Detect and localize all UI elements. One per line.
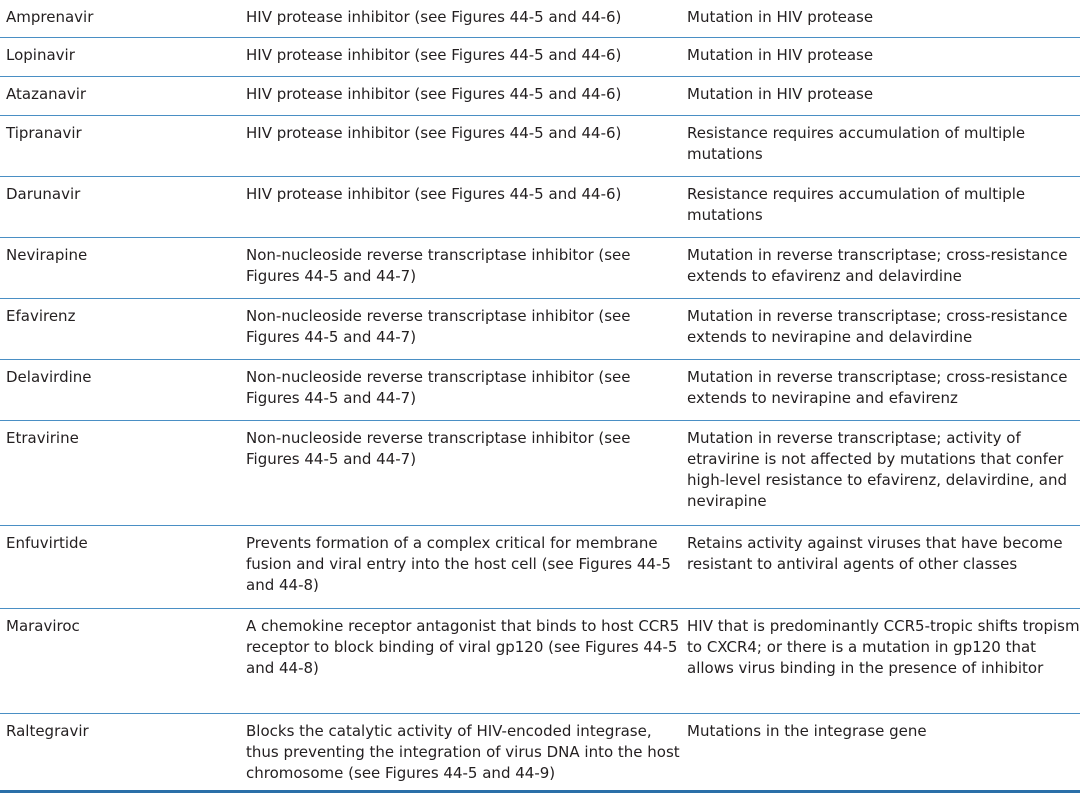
- drug-name: Delavirdine: [6, 368, 92, 386]
- resistance-text: Mutation in reverse transcriptase; cross-resistance extends to efavirenz and delavirdine: [687, 246, 1068, 285]
- mechanism-text: HIV protease inhibitor (see Figures 44-5 and 44-6): [246, 124, 622, 142]
- drug-name: Atazanavir: [6, 85, 87, 103]
- drug-name: Enfuvirtide: [6, 534, 88, 552]
- resistance-text: Mutation in HIV protease: [687, 46, 874, 64]
- table-row: [0, 38, 1080, 77]
- table-row: [0, 360, 1080, 421]
- mechanism-text: HIV protease inhibitor (see Figures 44-5 and 44-6): [246, 185, 622, 203]
- table-row: [0, 609, 1080, 714]
- mechanism-text: HIV protease inhibitor (see Figures 44-5 and 44-6): [246, 85, 622, 103]
- resistance-text: Mutation in HIV protease: [687, 85, 874, 103]
- table-row: [0, 526, 1080, 609]
- drug-name: Efavirenz: [6, 307, 76, 325]
- table-row: [0, 0, 1080, 38]
- drug-name: Etravirine: [6, 429, 79, 447]
- mechanism-text: Non-nucleoside reverse transcriptase inhibitor (see Figures 44-5 and 44-7): [246, 429, 631, 468]
- resistance-text: Retains activity against viruses that have become resistant to antiviral agents of other classes: [687, 534, 1063, 573]
- mechanism-text: HIV protease inhibitor (see Figures 44-5 and 44-6): [246, 46, 622, 64]
- drug-name: Nevirapine: [6, 246, 88, 264]
- mechanism-text: Non-nucleoside reverse transcriptase inhibitor (see Figures 44-5 and 44-7): [246, 246, 631, 285]
- resistance-text: Mutation in reverse transcriptase; activity of etravirine is not affected by mutations that confer high-level resistance to efavirenz, delavirdine, and nevirapine: [687, 429, 1068, 510]
- mechanism-text: Non-nucleoside reverse transcriptase inhibitor (see Figures 44-5 and 44-7): [246, 368, 631, 407]
- resistance-text: Mutations in the integrase gene: [687, 722, 927, 740]
- mechanism-text: HIV protease inhibitor (see Figures 44-5 and 44-6): [246, 8, 622, 26]
- drug-name: Darunavir: [6, 185, 81, 203]
- drug-name: Lopinavir: [6, 46, 75, 64]
- mechanism-text: Blocks the catalytic activity of HIV-encoded integrase, thus preventing the integration of virus DNA into the host chromosome (see Figures 44-5 and 44-9): [246, 722, 680, 782]
- resistance-text: HIV that is predominantly CCR5-tropic shifts tropism to CXCR4; or there is a mutation in gp120 that allows virus binding in the presence of inhibitor: [687, 617, 1080, 677]
- table-row: [0, 299, 1080, 360]
- resistance-text: Mutation in reverse transcriptase; cross-resistance extends to nevirapine and efavirenz: [687, 368, 1068, 407]
- table-row: [0, 714, 1080, 793]
- drug-name: Tipranavir: [6, 124, 82, 142]
- mechanism-text: Non-nucleoside reverse transcriptase inhibitor (see Figures 44-5 and 44-7): [246, 307, 631, 346]
- table-row: [0, 177, 1080, 238]
- mechanism-text: A chemokine receptor antagonist that binds to host CCR5 receptor to block binding of viral gp120 (see Figures 44-5 and 44-8): [246, 617, 680, 677]
- mechanism-text: Prevents formation of a complex critical for membrane fusion and viral entry into the host cell (see Figures 44-5 and 44-8): [246, 534, 671, 594]
- resistance-text: Mutation in reverse transcriptase; cross-resistance extends to nevirapine and delavirdine: [687, 307, 1068, 346]
- drug-name: Maraviroc: [6, 617, 80, 635]
- table-row: [0, 238, 1080, 299]
- table-row: [0, 77, 1080, 116]
- drug-name: Amprenavir: [6, 8, 94, 26]
- resistance-text: Resistance requires accumulation of multiple mutations: [687, 185, 1026, 224]
- resistance-text: Mutation in HIV protease: [687, 8, 874, 26]
- drug-name: Raltegravir: [6, 722, 89, 740]
- resistance-text: Resistance requires accumulation of multiple mutations: [687, 124, 1026, 163]
- table-row: [0, 421, 1080, 526]
- table-row: [0, 116, 1080, 177]
